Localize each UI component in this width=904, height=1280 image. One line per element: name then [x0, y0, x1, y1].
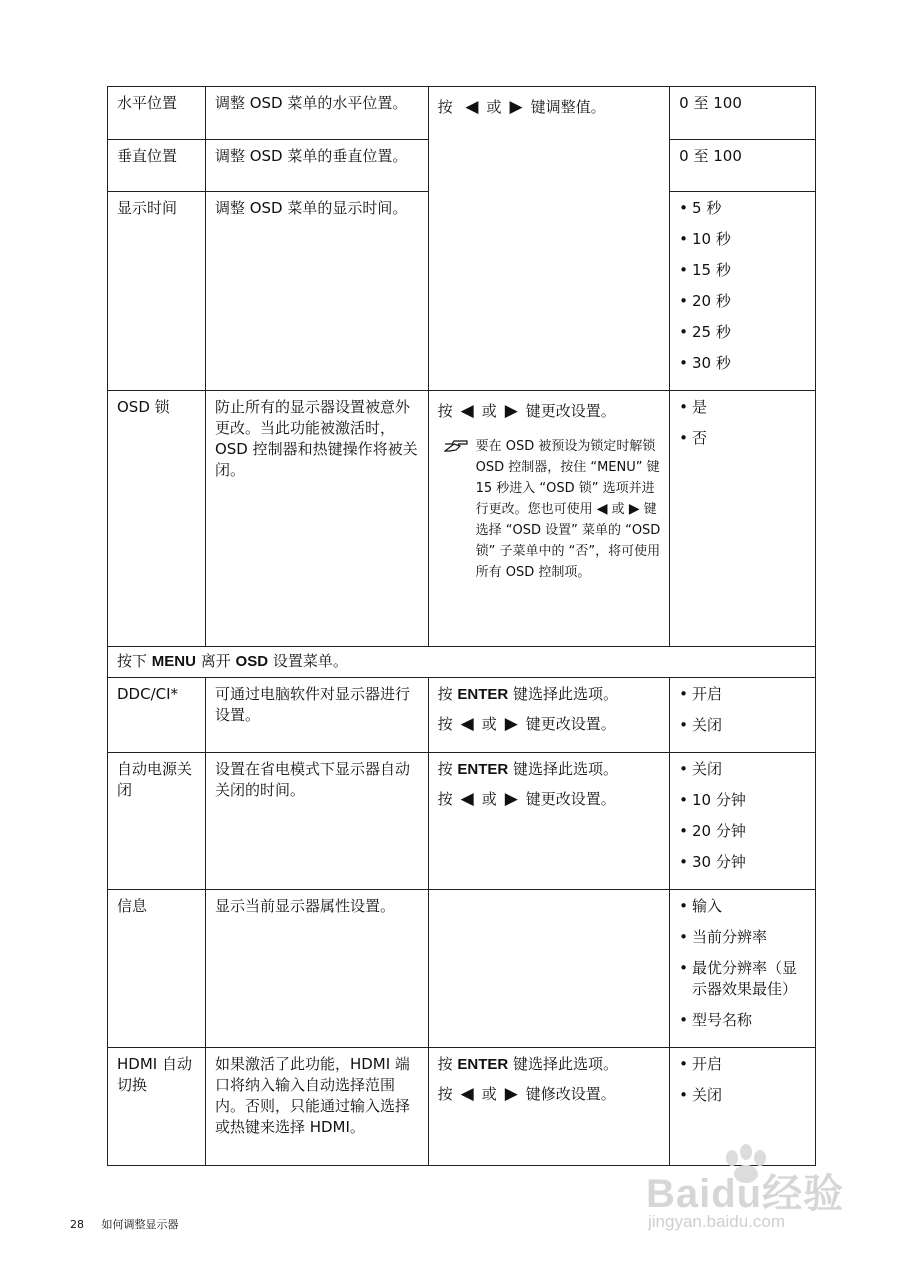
item-name: 水平位置	[108, 87, 206, 140]
item-name: OSD 锁	[108, 391, 206, 647]
list-item: • 5 秒	[679, 199, 722, 217]
item-name: 自动电源关闭	[108, 753, 206, 890]
list-item: • 否	[679, 429, 708, 447]
item-action: 按 ENTER 键选择此选项。 按 ◀ 或 ▶ 键更改设置。	[428, 678, 670, 753]
right-arrow-icon: ▶	[504, 789, 518, 809]
list-item: • 开启	[679, 685, 723, 703]
right-arrow-icon: ▶	[504, 401, 518, 421]
item-description: 显示当前显示器属性设置。	[205, 890, 428, 1048]
item-description: 调整 OSD 菜单的显示时间。	[205, 192, 428, 391]
item-name: 显示时间	[108, 192, 206, 391]
left-arrow-icon: ◀	[465, 97, 479, 117]
table-row	[108, 678, 816, 753]
item-name: HDMI 自动切换	[108, 1048, 206, 1166]
watermark-brand: Baidu经验	[646, 1172, 845, 1216]
item-description: 调整 OSD 菜单的水平位置。	[205, 87, 428, 140]
note: 要在 OSD 被预设为锁定时解锁 OSD 控制器，按住 “MENU” 键 15 秒进入 “OSD 锁” 选项并进行更改。您也可使用 ◀ 或 ▶ 键选择 “OSD 设置” 菜单的 “OSD 锁” 子菜单中的 “否”，将可使用所有 OSD 控制项。	[438, 436, 662, 583]
table-row	[108, 647, 816, 678]
item-options	[670, 391, 816, 647]
left-arrow-icon: ◀	[596, 501, 608, 517]
item-name: DDC/CI*	[108, 678, 206, 753]
item-description: 可通过电脑软件对显示器进行设置。	[205, 678, 428, 753]
list-item: • 开启	[679, 1055, 723, 1073]
list-item: • 15 秒	[679, 261, 731, 279]
item-options	[670, 890, 816, 1048]
right-arrow-icon: ▶	[628, 501, 640, 517]
item-description: 设置在省电模式下显示器自动关闭的时间。	[205, 753, 428, 890]
list-item: • 25 秒	[679, 323, 731, 341]
list-item: • 型号名称	[679, 1011, 753, 1029]
item-options	[670, 678, 816, 753]
list-item: • 30 分钟	[679, 853, 746, 871]
chapter-title: 如何调整显示器	[101, 1218, 179, 1231]
right-arrow-icon: ▶	[509, 97, 523, 117]
right-arrow-icon: ▶	[504, 714, 518, 734]
list-item: • 30 秒	[679, 354, 731, 372]
list-item: • 是	[679, 398, 708, 416]
watermark-url: jingyan.baidu.com	[648, 1212, 786, 1231]
pointing-hand-icon	[444, 438, 470, 454]
list-item: • 20 分钟	[679, 822, 746, 840]
item-description: 防止所有的显示器设置被意外更改。当此功能被激活时， OSD 控制器和热键操作将被关闭。	[205, 391, 428, 647]
left-arrow-icon: ◀	[460, 401, 474, 421]
table-row	[108, 391, 816, 647]
item-name: 信息	[108, 890, 206, 1048]
list-item: • 关闭	[679, 760, 723, 778]
left-arrow-icon: ◀	[460, 714, 474, 734]
table-row	[108, 890, 816, 1048]
table-row	[108, 87, 816, 140]
list-item: • 关闭	[679, 1086, 723, 1104]
left-arrow-icon: ◀	[460, 1084, 474, 1104]
right-arrow-icon: ▶	[504, 1084, 518, 1104]
left-arrow-icon: ◀	[460, 789, 474, 809]
item-action	[428, 890, 670, 1048]
table-row	[108, 753, 816, 890]
exit-instruction: 按下 MENU 离开 OSD 设置菜单。	[108, 647, 816, 678]
item-description: 调整 OSD 菜单的垂直位置。	[205, 140, 428, 192]
item-description: 如果激活了此功能，HDMI 端口将纳入输入自动选择范围内。否则，只能通过输入选择或热键来选择 HDMI。	[205, 1048, 428, 1166]
item-action: 按 ENTER 键选择此选项。 按 ◀ 或 ▶ 键更改设置。	[428, 753, 670, 890]
item-action: 按 ◀ 或 ▶ 键更改设置。 要在 OSD 被预设为锁定时解锁 OSD 控制器，按住 “MENU” 键 15 秒进入 “OSD 锁” 选项并进行更改。您也可使用 ◀ 或 ▶ 键选择 “OSD 设置” 菜单的 “OSD 锁” 子菜单中的 “否”，将可使用所有 OSD 控制项。	[428, 391, 670, 647]
list-item: • 最优分辨率（显示器效果最佳）	[679, 959, 798, 998]
item-options: 0 至 100	[670, 140, 816, 192]
item-options: 0 至 100	[670, 87, 816, 140]
list-item: • 当前分辨率	[679, 928, 768, 946]
item-action: 按 ◀ 或 ▶ 键调整值。	[428, 87, 670, 391]
item-options	[670, 192, 816, 391]
list-item: • 输入	[679, 897, 723, 915]
list-item: • 20 秒	[679, 292, 731, 310]
list-item: • 关闭	[679, 716, 723, 734]
page-footer	[70, 1216, 179, 1232]
list-item: • 10 分钟	[679, 791, 746, 809]
item-name: 垂直位置	[108, 140, 206, 192]
page-number: 28	[70, 1218, 84, 1231]
watermark	[646, 1144, 846, 1244]
item-options	[670, 753, 816, 890]
osd-settings-table	[107, 86, 816, 1166]
item-action: 按 ENTER 键选择此选项。 按 ◀ 或 ▶ 键修改设置。	[428, 1048, 670, 1166]
list-item: • 10 秒	[679, 230, 731, 248]
